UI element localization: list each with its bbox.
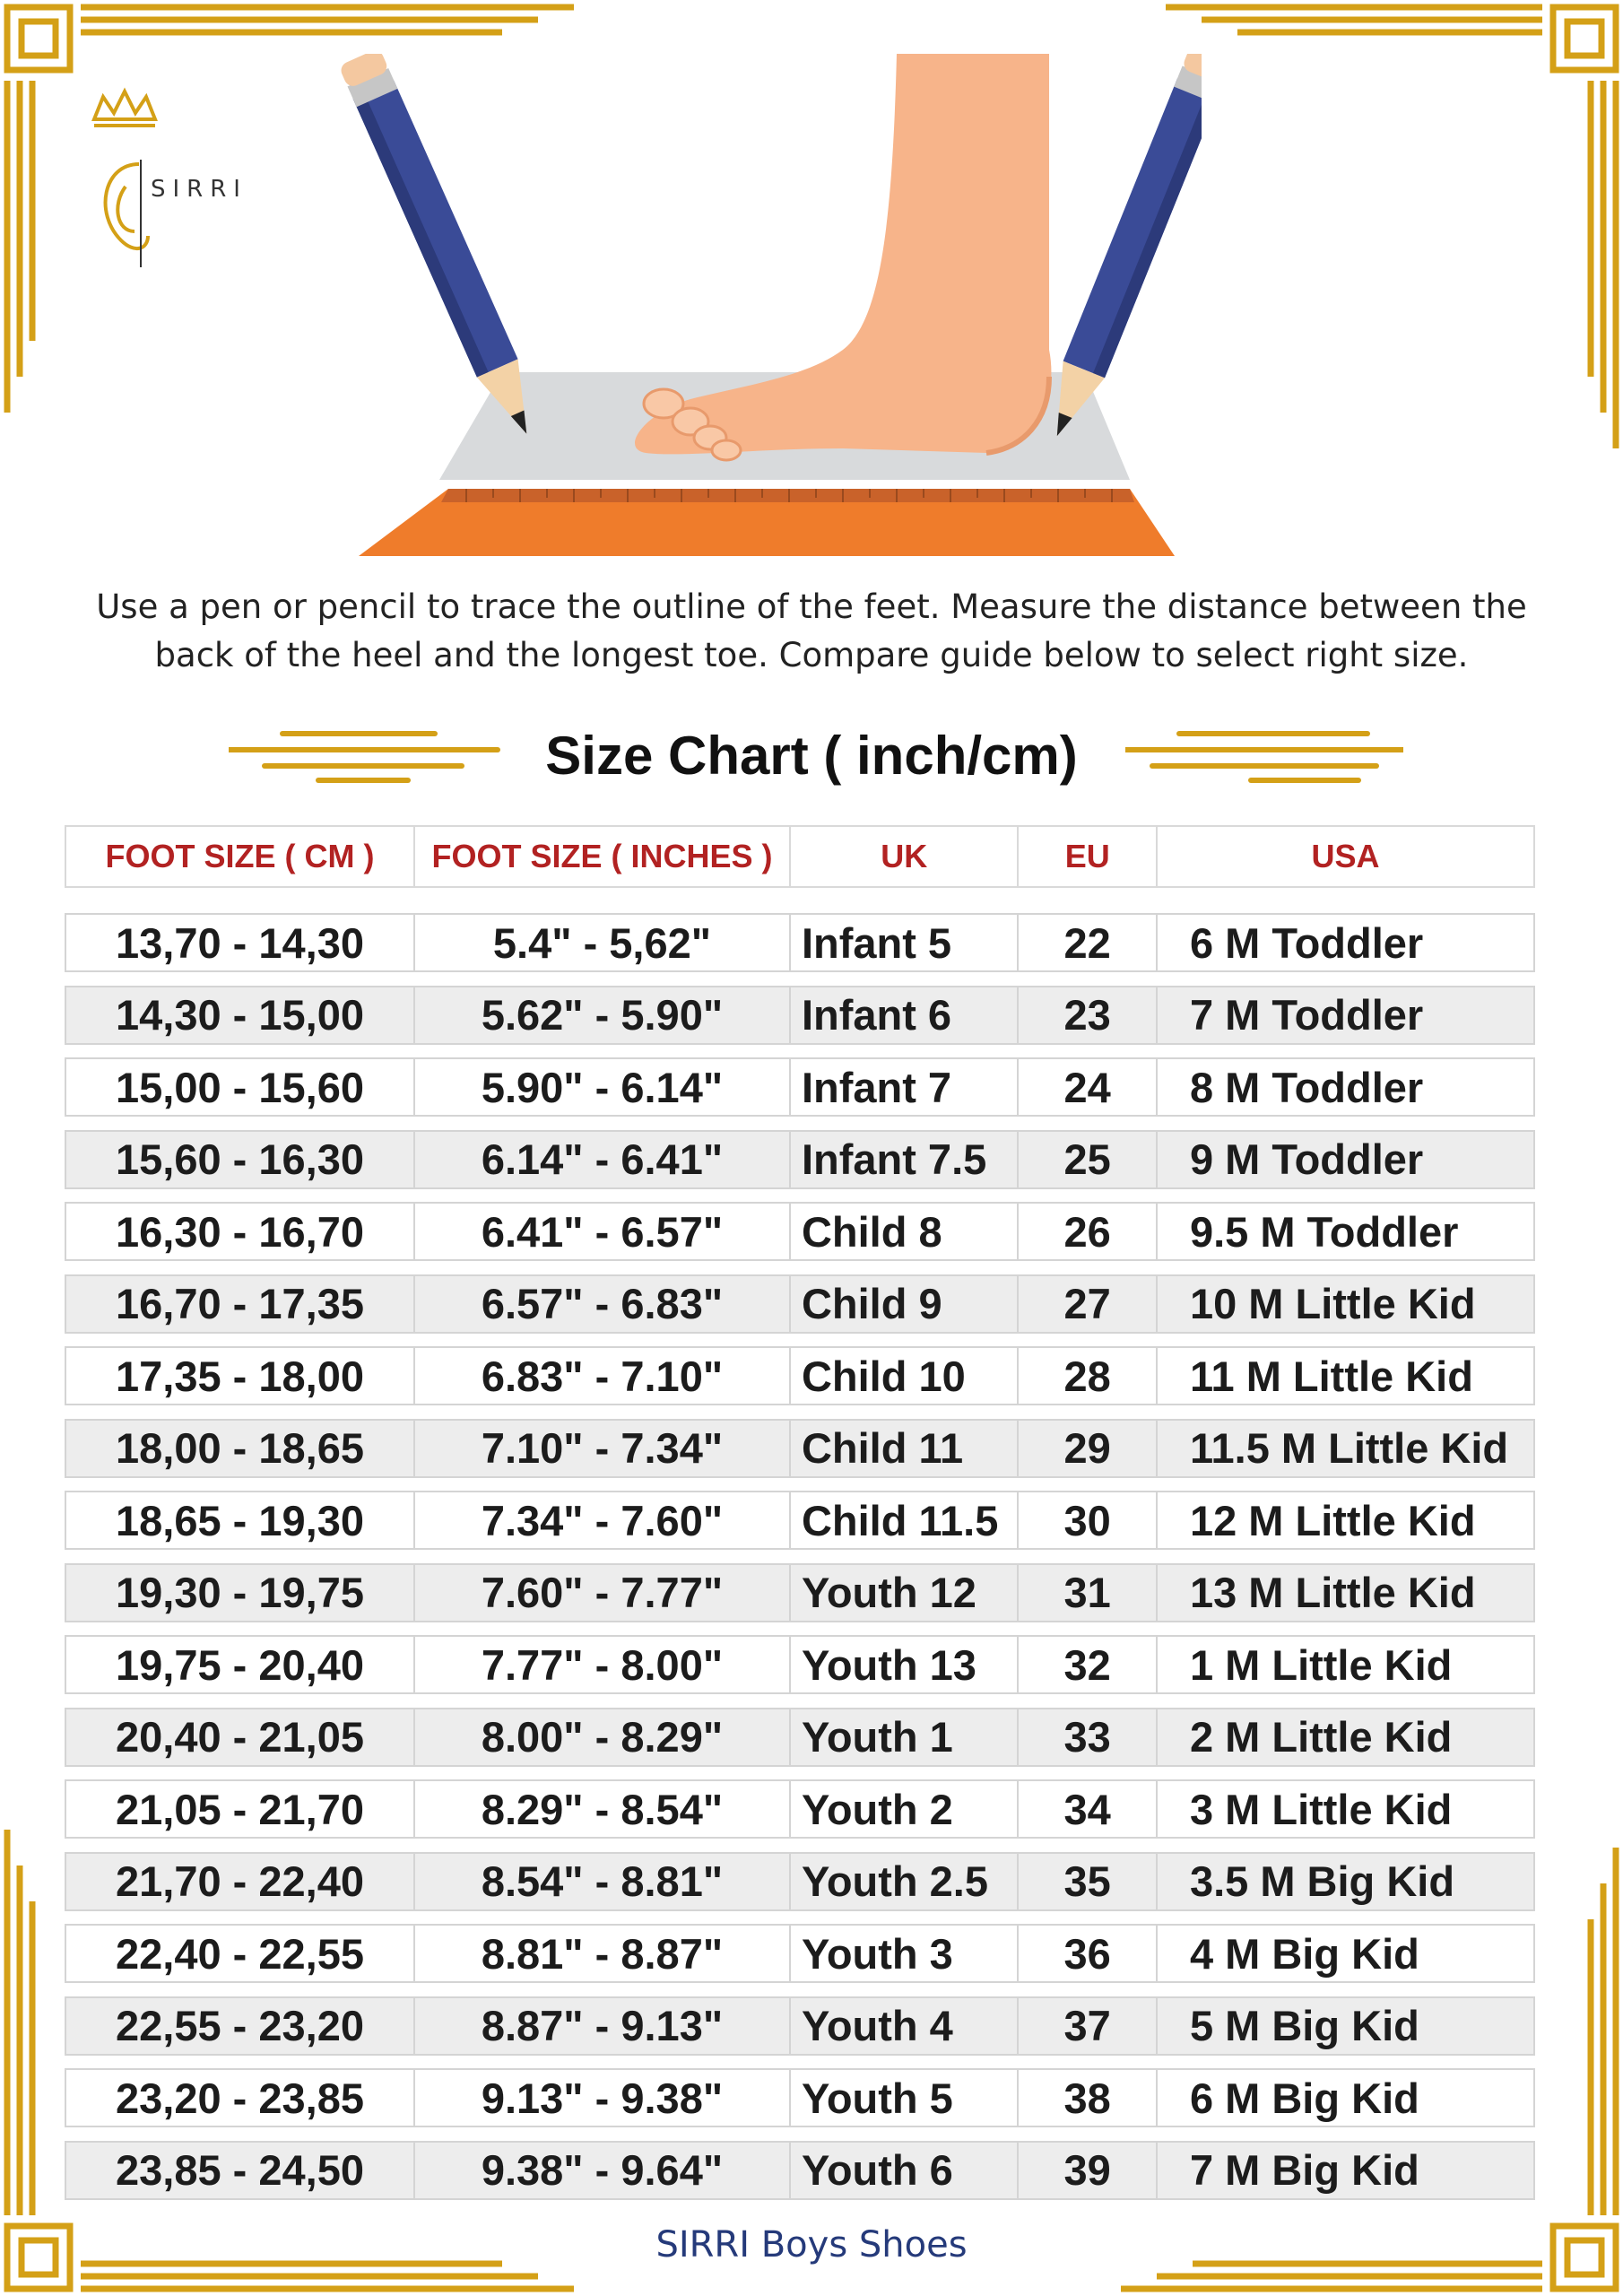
cell-eu: 30: [1019, 1492, 1158, 1548]
cell-usa: 6 M Big Kid: [1189, 2074, 1419, 2122]
cell-eu: 36: [1019, 1926, 1158, 1981]
cell-foot-size-inches: 6.83" - 7.10": [415, 1348, 791, 1404]
cell-uk: Youth 3: [791, 1926, 1019, 1981]
cell-eu: 27: [1019, 1276, 1158, 1332]
cell-foot-size-inches: 6.57" - 6.83": [415, 1276, 791, 1332]
cell-eu: 33: [1019, 1709, 1158, 1765]
cell-usa: 7 M Big Kid: [1189, 2146, 1419, 2194]
cell-usa: 9 M Toddler: [1189, 1135, 1424, 1183]
cell-usa: 9.5 M Toddler: [1189, 1207, 1459, 1256]
cell-eu: 26: [1019, 1204, 1158, 1259]
cell-usa: 12 M Little Kid: [1189, 1496, 1476, 1544]
cell-foot-size-inches: 7.34" - 7.60": [415, 1492, 791, 1548]
cell-foot-size-inches: 6.41" - 6.57": [415, 1204, 791, 1259]
cell-uk: Infant 6: [791, 987, 1019, 1043]
header-usa: USA: [1311, 838, 1380, 874]
cell-foot-size-cm: 15,60 - 16,30: [66, 1132, 415, 1187]
cell-uk: Youth 5: [791, 2070, 1019, 2126]
header-eu: EU: [1019, 827, 1158, 886]
title-decoration-right: [1125, 718, 1403, 789]
table-row: [65, 1996, 1535, 2056]
cell-uk: Infant 7.5: [791, 1132, 1019, 1187]
table-row: [65, 1563, 1535, 1622]
table-row: [65, 1202, 1535, 1261]
cell-foot-size-cm: 16,70 - 17,35: [66, 1276, 415, 1332]
cell-usa: 13 M Little Kid: [1189, 1569, 1476, 1616]
cell-eu: 35: [1019, 1854, 1158, 1909]
cell-usa: 3.5 M Big Kid: [1189, 1857, 1455, 1905]
cell-uk: Child 10: [791, 1348, 1019, 1404]
cell-usa: 6 M Toddler: [1189, 918, 1424, 967]
cell-eu: 25: [1019, 1132, 1158, 1187]
table-row: [65, 1491, 1535, 1550]
cell-foot-size-inches: 7.10" - 7.34": [415, 1421, 791, 1476]
cell-eu: 37: [1019, 1998, 1158, 2054]
size-table-body: [65, 913, 1535, 2213]
header-foot-size-cm: FOOT SIZE ( CM ): [66, 827, 415, 886]
cell-foot-size-inches: 5.4" - 5,62": [415, 915, 791, 970]
cell-usa: 2 M Little Kid: [1189, 1713, 1453, 1761]
measurement-instructions: Use a pen or pencil to trace the outline of the feet. Measure the distance between the back of the heel and the longest toe. Compare guide below to select right size.: [96, 587, 1527, 674]
cell-foot-size-cm: 18,65 - 19,30: [66, 1492, 415, 1548]
cell-eu: 23: [1019, 987, 1158, 1043]
cell-foot-size-inches: 8.29" - 8.54": [415, 1781, 791, 1837]
cell-foot-size-cm: 20,40 - 21,05: [66, 1709, 415, 1765]
cell-foot-size-cm: 16,30 - 16,70: [66, 1204, 415, 1259]
cell-usa: 11.5 M Little Kid: [1189, 1424, 1509, 1472]
cell-foot-size-inches: 8.87" - 9.13": [415, 1998, 791, 2054]
cell-uk: Child 11: [791, 1421, 1019, 1476]
cell-eu: 32: [1019, 1637, 1158, 1692]
cell-eu: 34: [1019, 1781, 1158, 1837]
cell-eu: 22: [1019, 915, 1158, 970]
table-row: [65, 1924, 1535, 1983]
cell-eu: 31: [1019, 1565, 1158, 1621]
cell-uk: Youth 13: [791, 1637, 1019, 1692]
table-row: [65, 1274, 1535, 1334]
cell-foot-size-cm: 13,70 - 14,30: [66, 915, 415, 970]
cell-foot-size-cm: 23,20 - 23,85: [66, 2070, 415, 2126]
cell-foot-size-cm: 23,85 - 24,50: [66, 2143, 415, 2198]
cell-foot-size-cm: 22,40 - 22,55: [66, 1926, 415, 1981]
cell-uk: Youth 6: [791, 2143, 1019, 2198]
cell-uk: Infant 5: [791, 915, 1019, 970]
table-row: [65, 986, 1535, 1045]
cell-foot-size-inches: 6.14" - 6.41": [415, 1132, 791, 1187]
title-row: [0, 718, 1623, 807]
cell-usa: 11 M Little Kid: [1189, 1352, 1473, 1400]
header-foot-size-inches: FOOT SIZE ( INCHES ): [415, 827, 791, 886]
brand-name: SIRRI: [151, 176, 247, 203]
cell-foot-size-cm: 21,05 - 21,70: [66, 1781, 415, 1837]
cell-uk: Youth 12: [791, 1565, 1019, 1621]
header-uk: UK: [791, 827, 1019, 886]
cell-foot-size-cm: 19,75 - 20,40: [66, 1637, 415, 1692]
table-row: [65, 1852, 1535, 1911]
table-row: [65, 1130, 1535, 1189]
cell-uk: Youth 2: [791, 1781, 1019, 1837]
size-table-header: [65, 825, 1535, 888]
foot-measure-illustration: [341, 54, 1202, 570]
cell-foot-size-inches: 5.90" - 6.14": [415, 1059, 791, 1115]
cell-uk: Child 9: [791, 1276, 1019, 1332]
cell-uk: Child 11.5: [791, 1492, 1019, 1548]
table-row: [65, 1419, 1535, 1478]
cell-usa: 3 M Little Kid: [1189, 1785, 1453, 1833]
cell-eu: 39: [1019, 2143, 1158, 2198]
cell-foot-size-inches: 8.54" - 8.81": [415, 1854, 791, 1909]
cell-uk: Infant 7: [791, 1059, 1019, 1115]
cell-usa: 8 M Toddler: [1189, 1063, 1424, 1111]
cell-usa: 4 M Big Kid: [1189, 1929, 1419, 1978]
cell-uk: Youth 2.5: [791, 1854, 1019, 1909]
cell-foot-size-cm: 14,30 - 15,00: [66, 987, 415, 1043]
cell-foot-size-cm: 17,35 - 18,00: [66, 1348, 415, 1404]
cell-usa: 1 M Little Kid: [1189, 1640, 1453, 1689]
cell-foot-size-inches: 7.60" - 7.77": [415, 1565, 791, 1621]
table-row: [65, 1635, 1535, 1694]
cell-foot-size-inches: 7.77" - 8.00": [415, 1637, 791, 1692]
cell-foot-size-cm: 19,30 - 19,75: [66, 1565, 415, 1621]
table-row: [65, 1057, 1535, 1117]
cell-eu: 24: [1019, 1059, 1158, 1115]
footer-brand-line: SIRRI Boys Shoes: [655, 2224, 968, 2266]
cell-foot-size-cm: 18,00 - 18,65: [66, 1421, 415, 1476]
cell-usa: 5 M Big Kid: [1189, 2002, 1419, 2049]
cell-foot-size-inches: 5.62" - 5.90": [415, 987, 791, 1043]
table-row: [65, 2068, 1535, 2127]
table-row: [65, 1346, 1535, 1405]
table-row: [65, 913, 1535, 972]
cell-foot-size-cm: 22,55 - 23,20: [66, 1998, 415, 2054]
table-row: [65, 2141, 1535, 2200]
cell-foot-size-cm: 15,00 - 15,60: [66, 1059, 415, 1115]
cell-uk: Youth 1: [791, 1709, 1019, 1765]
cell-uk: Child 8: [791, 1204, 1019, 1259]
size-chart-title: Size Chart ( inch/cm): [545, 726, 1078, 786]
cell-eu: 38: [1019, 2070, 1158, 2126]
table-row: [65, 1779, 1535, 1839]
cell-usa: 10 M Little Kid: [1189, 1280, 1476, 1327]
cell-uk: Youth 4: [791, 1998, 1019, 2054]
cell-eu: 29: [1019, 1421, 1158, 1476]
cell-usa: 7 M Toddler: [1189, 991, 1424, 1039]
cell-foot-size-inches: 8.81" - 8.87": [415, 1926, 791, 1981]
table-row: [65, 1708, 1535, 1767]
cell-foot-size-cm: 21,70 - 22,40: [66, 1854, 415, 1909]
cell-eu: 28: [1019, 1348, 1158, 1404]
cell-foot-size-inches: 8.00" - 8.29": [415, 1709, 791, 1765]
cell-foot-size-inches: 9.13" - 9.38": [415, 2070, 791, 2126]
cell-foot-size-inches: 9.38" - 9.64": [415, 2143, 791, 2198]
